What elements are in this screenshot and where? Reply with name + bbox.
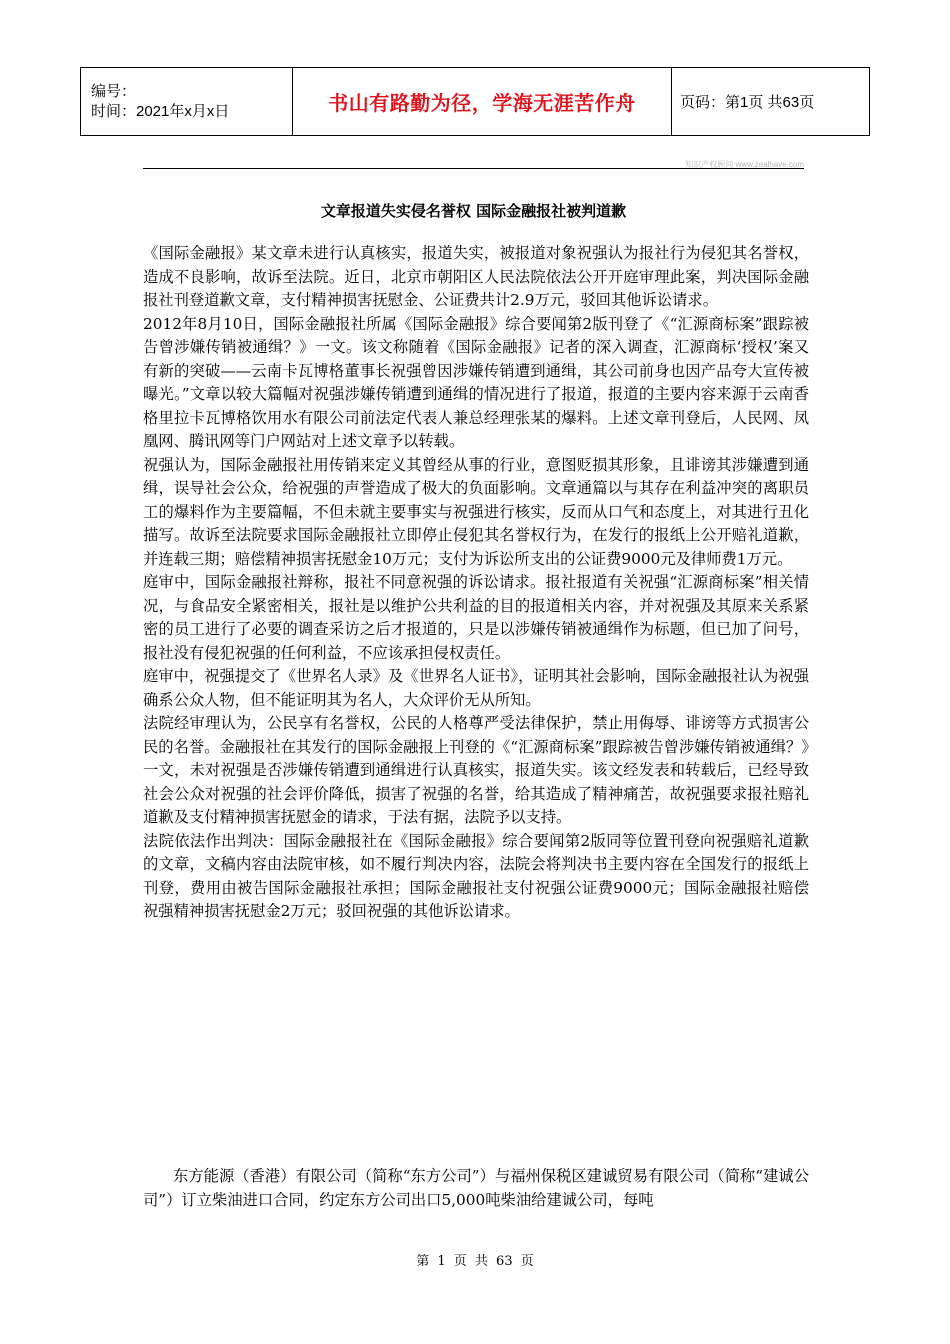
- article-paragraph: 庭审中，祝强提交了《世界名人录》及《世界名人证书》，证明其社会影响，国际金融报社认为祝强确系公众人物，但不能证明其为名人，大众评价无从所知。: [143, 667, 809, 709]
- header-rule: [143, 168, 804, 169]
- header-meta-cell: [81, 68, 293, 136]
- watermark-text: 知识产权顾问 www.zealhave.com: [685, 160, 804, 169]
- header-motto: 书山有路勤为径，学海无涯苦作舟: [293, 68, 672, 136]
- article-paragraph: 法院依法作出判决：国际金融报社在《国际金融报》综合要闻第2版同等位置刊登向祝强赔礼道歉的文章，文稿内容由法院审核，如不履行判决内容，法院会将判决书主要内容在全国发行的报纸上刊登，费用由被告国际金融报社承担；国际金融报社支付祝强公证费9000元；国际金融报社赔偿祝强精神损害抚慰金2万元；驳回祝强的其他诉讼请求。: [143, 831, 809, 920]
- doc-number-label: 编号：: [91, 82, 137, 100]
- article-paragraph: 《国际金融报》某文章未进行认真核实，报道失实，被报道对象祝强认为报社行为侵犯其名誉权，造成不良影响，故诉至法院。近日，北京市朝阳区人民法院依法公开开庭审理此案，判决国际金融报社刊登道歉文章，支付精神损害抚慰金、公证费共计2.9万元，驳回其他诉讼请求。: [143, 244, 809, 309]
- article-paragraph: 庭审中，国际金融报社辩称，报社不同意祝强的诉讼请求。报社报道有关祝强“汇源商标案”相关情况，与食品安全紧密相关，报社是以维护公共利益的目的报道相关内容，并对祝强及其原来关系紧密的员工进行了必要的调查采访之后才报道的，只是以涉嫌传销被通缉作为标题，但已加了问号，报社没有侵犯祝强的任何利益，不应该承担侵权责任。: [143, 573, 809, 662]
- article-paragraph: 2012年8月10日，国际金融报社所属《国际金融报》综合要闻第2版刊登了《“汇源商标案”跟踪被告曾涉嫌传销被通缉？》一文。该文称随着《国际金融报》记者的深入调查，汇源商标‘授权’案又有新的突破——云南卡瓦博格董事长祝强曾因涉嫌传销遭到通缉，其公司前身也因产品夸大宣传被曝光。”文章以较大篇幅对祝强涉嫌传销遭到通缉的情况进行了报道，报道的主要内容来源于云南香格里拉卡瓦博格饮用水有限公司前法定代表人兼总经理张某的爆料。上述文章刊登后，人民网、凤凰网、腾讯网等门户网站对上述文章予以转载。: [143, 314, 809, 450]
- page-footer: 第 1 页 共 63 页: [416, 1254, 534, 1269]
- article-paragraph: 法院经审理认为，公民享有名誉权，公民的人格尊严受法律保护，禁止用侮辱、诽谤等方式损害公民的名誉。金融报社在其发行的国际金融报上刊登的《“汇源商标案”跟踪被告曾涉嫌传销被通缉？》一文，未对祝强是否涉嫌传销遭到通缉进行认真核实，报道失实。该文经发表和转载后，已经导致社会公众对祝强的社会评价降低，损害了祝强的名誉，给其造成了精神痛苦，故祝强要求报社赔礼道歉及支付精神损害抚慰金的请求，于法有据，法院予以支持。: [143, 714, 809, 826]
- header-page-info: 页码：第1页 共63页: [672, 68, 870, 136]
- article-body: [143, 242, 809, 924]
- second-article-paragraph: 东方能源（香港）有限公司（简称“东方公司”）与福州保税区建诚贸易有限公司（简称“建诚公司”）订立柴油进口合同，约定东方公司出口5,000吨柴油给建诚公司，每吨: [143, 1167, 809, 1209]
- article-paragraph: 祝强认为，国际金融报社用传销来定义其曾经从事的行业，意图贬损其形象，且诽谤其涉嫌遭到通缉，误导社会公众，给祝强的声誉造成了极大的负面影响。文章通篇以与其存在利益冲突的离职员工的爆料作为主要篇幅，不但未就主要事实与祝强进行核实，反而从口气和态度上，对其进行丑化描写。故诉至法院要求国际金融报社立即停止侵犯其名誉权行为，在发行的报纸上公开赔礼道歉，并连载三期；赔偿精神损害抚慰金10万元；支付为诉讼所支出的公证费9000元及律师费1万元。: [143, 455, 809, 568]
- header-table: [80, 67, 870, 136]
- doc-time-label: 时间：2021年x月x日: [91, 102, 230, 120]
- article-title: 文章报道失实侵名誉权 国际金融报社被判道歉: [320, 202, 627, 220]
